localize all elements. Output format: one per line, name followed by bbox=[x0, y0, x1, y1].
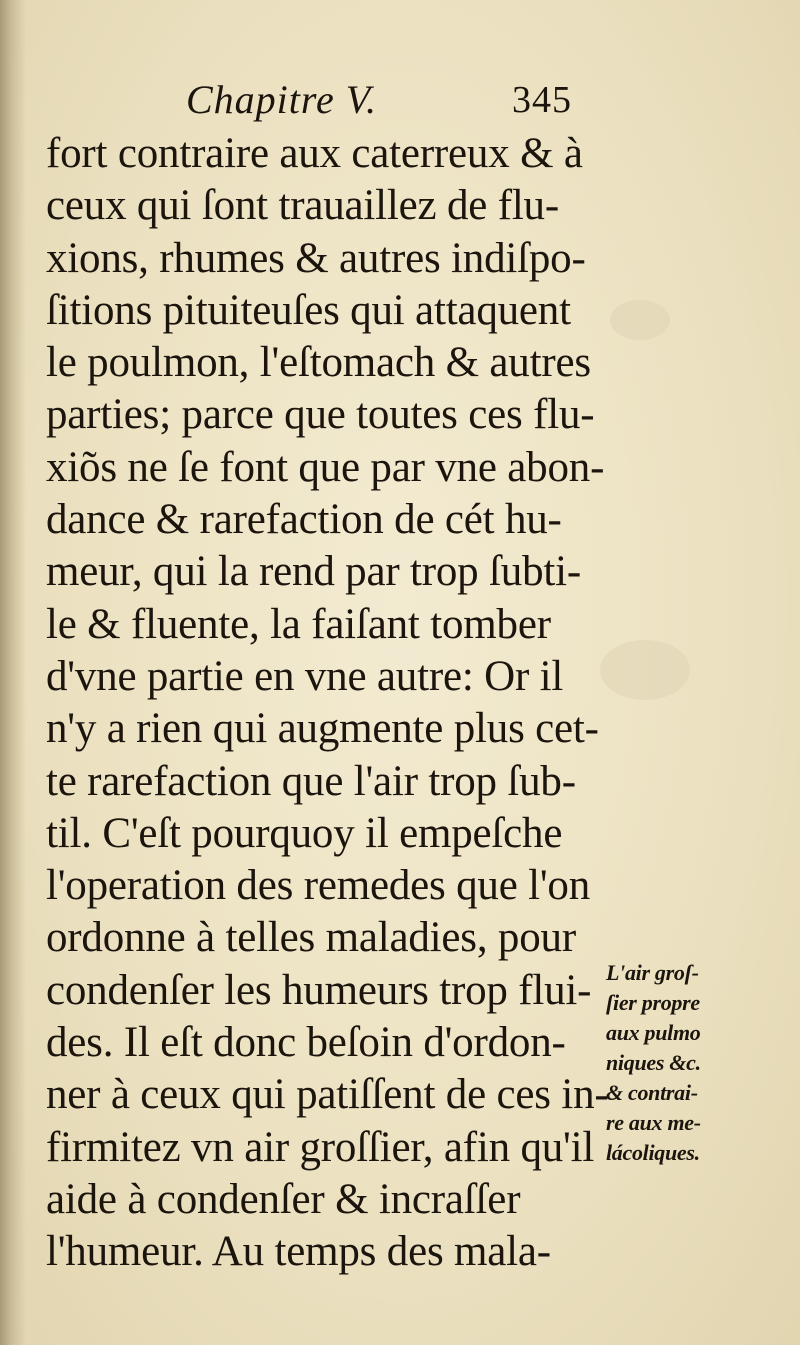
text-line: l'humeur. Au temps des mala- bbox=[46, 1228, 551, 1276]
text-line: le & fluente, la faiſant tomber bbox=[46, 600, 551, 648]
text-line: fort contraire aux caterreux & à bbox=[46, 130, 583, 177]
text-line: ner à ceux qui patiſſent de ces in- bbox=[46, 1071, 609, 1119]
text-line: ordonne à telles maladies, pour bbox=[46, 914, 576, 962]
text-line: firmitez vn air groſſier, afin qu'il bbox=[46, 1123, 595, 1171]
marginal-note-line: re aux me- bbox=[606, 1110, 701, 1135]
running-head: Chapitre V. bbox=[186, 77, 378, 122]
text-line: til. C'eſt pourquoy il empeſche bbox=[46, 809, 563, 857]
page-number: 345 bbox=[512, 79, 572, 121]
text-line: d'vne partie en vne autre: Or il bbox=[46, 652, 564, 700]
paper-stain bbox=[600, 640, 690, 700]
paper-stain bbox=[610, 300, 670, 340]
text-line: ſitions pituiteuſes qui attaquent bbox=[46, 286, 571, 334]
marginal-note-line: ſier propre bbox=[606, 990, 700, 1015]
binding-shadow bbox=[0, 0, 26, 1345]
marginal-note-line: aux pulmo bbox=[606, 1020, 701, 1045]
body-text bbox=[46, 128, 609, 1279]
marginal-note-line: lácoliques. bbox=[606, 1140, 700, 1165]
text-line: n'y a rien qui augmente plus cet- bbox=[46, 705, 599, 753]
text-line: xiõs ne ſe font que par vne abon- bbox=[46, 443, 605, 491]
marginal-note-line: & contrai- bbox=[606, 1080, 698, 1105]
text-line: condenſer les humeurs trop flui- bbox=[46, 966, 592, 1014]
text-line: dance & rarefaction de cét hu- bbox=[46, 496, 562, 544]
text-line: xions, rhumes & autres indiſpo- bbox=[46, 234, 586, 282]
text-line: meur, qui la rend par trop ſubti- bbox=[46, 548, 581, 596]
marginal-note bbox=[606, 958, 766, 1168]
text-line: aide à condenſer & incraſſer bbox=[46, 1175, 521, 1223]
text-line: des. Il eſt donc beſoin d'ordon- bbox=[46, 1019, 566, 1067]
page-header bbox=[0, 76, 800, 126]
marginal-note-line: niques &c. bbox=[606, 1050, 701, 1075]
text-line: le poulmon, l'eſtomach & autres bbox=[46, 339, 591, 387]
marginal-note-line: L'air groſ- bbox=[606, 960, 699, 985]
text-line: l'operation des remedes que l'on bbox=[46, 862, 591, 910]
text-line: ceux qui ſont trauaillez de flu- bbox=[46, 182, 559, 230]
text-line: parties; parce que toutes ces flu- bbox=[46, 391, 595, 439]
text-line: te rarefaction que l'air trop ſub- bbox=[46, 757, 576, 805]
